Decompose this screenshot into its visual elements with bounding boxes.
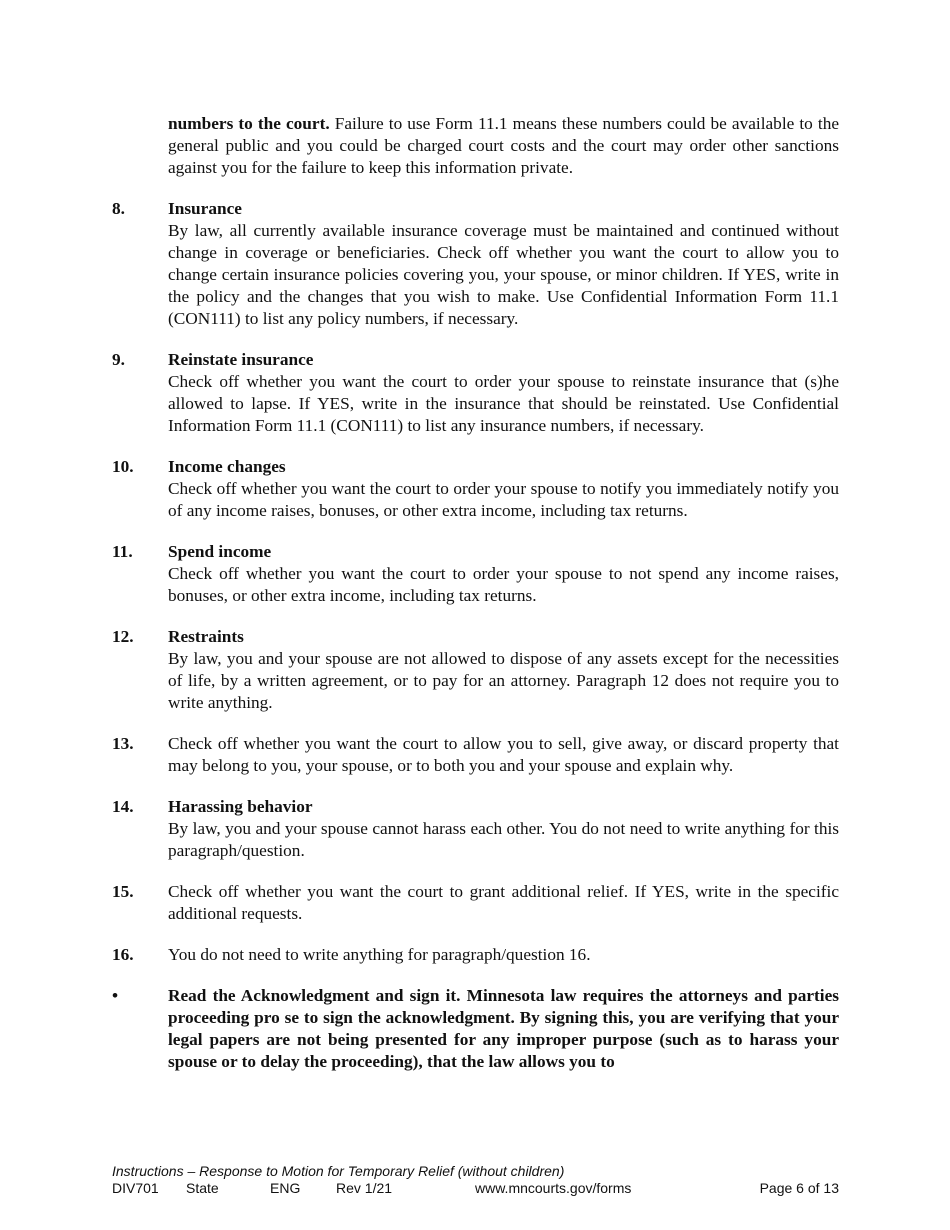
section-11: [112, 541, 839, 607]
section-number: 11.: [112, 542, 133, 561]
section-text: Check off whether you want the court to order your spouse to notify you immediately notify you of any income raises, bonuses, or other extra income, including tax returns.: [168, 479, 839, 520]
footer-language: ENG: [270, 1180, 301, 1196]
section-number: 9.: [112, 350, 125, 369]
section-12: [112, 626, 839, 714]
document-body: [112, 113, 839, 1073]
section-heading: Restraints: [168, 627, 244, 646]
section-text: You do not need to write anything for paragraph/question 16.: [168, 945, 591, 964]
footer-form-id: DIV701: [112, 1180, 159, 1196]
intro-paragraph: [112, 113, 839, 179]
section-15: [112, 881, 839, 925]
section-number: 14.: [112, 797, 134, 816]
section-14: [112, 796, 839, 862]
acknowledgment-text: Read the Acknowledgment and sign it. Minnesota law requires the attorneys and parties proceeding pro se to sign the acknowledgment. By signing this, you are verifying that your legal papers are not being presented for any improper purpose (such as to harass your spouse or to delay the proceeding), that the law allows you to: [168, 986, 839, 1071]
footer-revision: Rev 1/21: [336, 1180, 393, 1196]
section-heading: Spend income: [168, 542, 272, 561]
section-text: By law, you and your spouse are not allowed to dispose of any assets except for the necessities of life, by a written agreement, or to pay for an attorney. Paragraph 12 does not require you to write anything.: [168, 649, 839, 712]
section-number: 13.: [112, 734, 134, 753]
section-8: [112, 198, 839, 330]
section-16: [112, 944, 839, 966]
section-heading: Insurance: [168, 199, 242, 218]
intro-rest: Failure to use Form 11.1 means these numbers could be available to the general public and you could be charged court costs and the court may order other sanctions against you for the failure to keep this information private.: [168, 114, 840, 177]
section-number: 10.: [112, 457, 134, 476]
section-10: [112, 456, 839, 522]
section-13: [112, 733, 839, 777]
section-text: By law, all currently available insurance coverage must be maintained and continued without change in coverage or beneficiaries. Check off whether you want the court to allow you to change certain insurance policies covering you, your spouse, or minor children. If YES, write in the policy and the changes that you wish to make. Use Confidential Information Form 11.1 (CON111) to list any policy numbers, if necessary.: [168, 221, 839, 328]
footer-jurisdiction: State: [186, 1180, 219, 1196]
section-number: 8.: [112, 199, 125, 218]
footer-title: Instructions – Response to Motion for Temporary Relief (without children): [112, 1163, 565, 1179]
section-text: Check off whether you want the court to order your spouse to reinstate insurance that (s)he allowed to lapse. If YES, write in the insurance that should be reinstated. Use Confidential Information Form 11.1 (CON111) to list any insurance numbers, if necessary.: [168, 372, 839, 435]
section-number: 15.: [112, 882, 134, 901]
section-9: [112, 349, 839, 437]
section-number: 16.: [112, 945, 134, 964]
section-heading: Income changes: [168, 457, 286, 476]
footer-row: [112, 1180, 839, 1197]
intro-bold-lead: numbers to the court.: [168, 114, 330, 133]
section-text: Check off whether you want the court to grant additional relief. If YES, write in the specific additional requests.: [168, 882, 839, 923]
acknowledgment-bullet: [112, 985, 839, 1073]
footer-url-link[interactable]: www.mncourts.gov/forms: [475, 1180, 632, 1196]
intro-text: [168, 113, 839, 179]
bullet-icon: •: [112, 986, 119, 1005]
section-text: Check off whether you want the court to allow you to sell, give away, or discard property that may belong to you, your spouse, or to both you and your spouse and explain why.: [168, 734, 839, 775]
section-number: 12.: [112, 627, 134, 646]
page-footer: [112, 1163, 839, 1197]
section-heading: Reinstate insurance: [168, 350, 314, 369]
section-text: Check off whether you want the court to order your spouse to not spend any income raises, bonuses, or other extra income, including tax returns.: [168, 564, 839, 605]
section-text: By law, you and your spouse cannot harass each other. You do not need to write anything for this paragraph/question.: [168, 819, 839, 860]
footer-page-number: Page 6 of 13: [759, 1180, 839, 1196]
section-heading: Harassing behavior: [168, 797, 313, 816]
